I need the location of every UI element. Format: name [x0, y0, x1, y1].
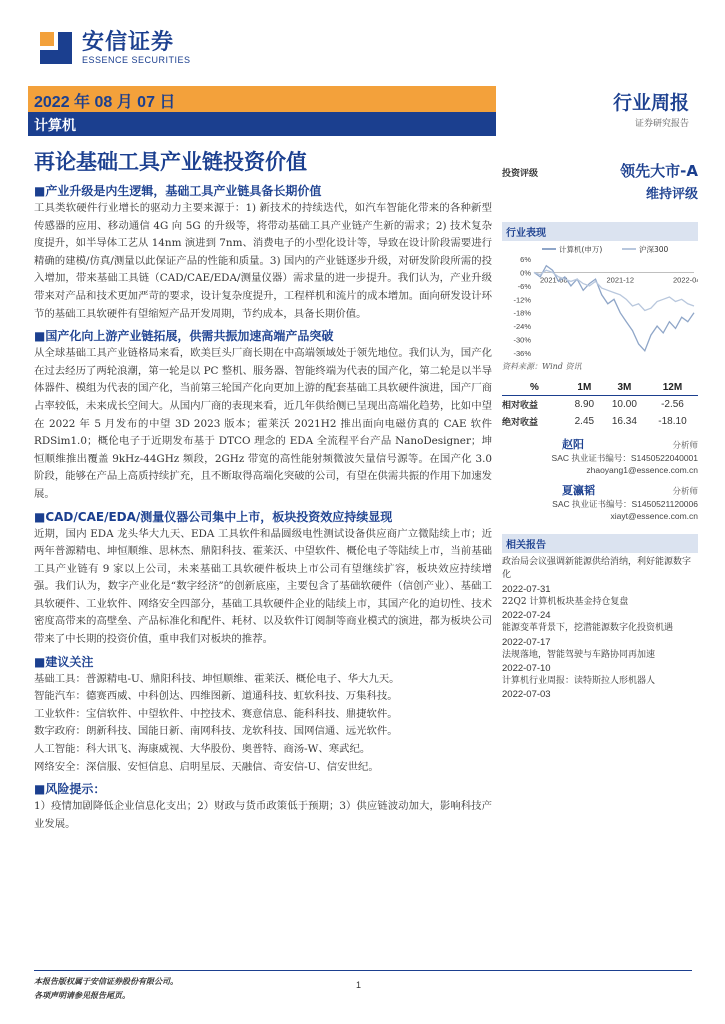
section-heading: ■国产化向上游产业链拓展，供需共振加速高端产品突破 — [34, 329, 334, 344]
y-tick-label: 6% — [520, 255, 531, 264]
y-tick-label: -18% — [513, 308, 531, 318]
perf-cell: -18.10 — [658, 416, 687, 427]
sector-bar — [28, 112, 496, 136]
perf-header: 12M — [647, 380, 698, 396]
page-number: 1 — [356, 980, 362, 990]
analyst-license: SAC 执业证书编号：S1450522040001 — [551, 453, 698, 463]
section-heading: ■CAD/CAE/EDA/测量仪器公司集中上市，板块投资效应持续显现 — [34, 509, 393, 524]
section-text: 从全球基础工具产业链格局来看，欧美巨头厂商长期在中高端领域处于领先地位。我们认为，国产化在过去经历了两轮浪潮，第一轮是以 PC 整机、服务器、智能终端为代表的国产化，第二轮是以半导体器件、模组为代表的国产化，当前第三轮国产化向更加上游的配套基础工具软硬件演进，国产厂商占率较低，未来成长空间大。从国内厂商的表现来看，近几年供给侧已呈现出高端化趋势，比如中望在 2022 年 5 月发布的中望 3D 2023 版本；霍莱沃 2021H2 推出面向电磁仿真的 CAE 软件 RDSim1.0；概伦电子于近期发布基于 DTCO 理念的 EDA 全流程平台产品 NanoDesigner；坤恒顺维推出覆盖 9kHz-44GHz 频段，2GHz 带宽的高性能射频微波矢量信号源等。在国产化 3.0 阶段，能够在产品上高质持续扩充，且不断取得高端化突破的公司，有望在供需共振的作用下加速发展。 — [34, 347, 492, 500]
logo-cn: 安信证券 — [82, 30, 175, 55]
section-heading: ■风险提示： — [34, 782, 106, 797]
rating-label: 投资评级 — [502, 169, 539, 179]
perf-cell: -2.56 — [661, 399, 684, 410]
section-heading: ■建议关注 — [34, 654, 94, 669]
analyst-email[interactable]: zhaoyang1@essence.com.cn — [586, 465, 698, 475]
section-text: 近期，国内 EDA 龙头华大九天、EDA 工具软件和晶圆级电性测试设备供应商广立微陆续上市；近两年普源精电、坤恒顺维、思林杰、鼎阳科技、霍莱沃、中望软件、概伦电子等陆续上市，当前基础工具产业链有 9 家以上公司，未来基础工具软硬件板块上市公司有望继续扩容，板块效应持续增强。我们认为，数字产业化是“数字经济”的创新底座，主要包含了基础软硬件（信创产业）、基础工具软硬件、工业软件、网络安全四部分，基础工具软硬件企业的陆续上市，其国产化的迫切性、技术密度高带来的高壁垒、产品标准化和配件、耗材、以及软件订阅制等商业模式的演进，都为板块公司带来了中长期的投资价值，重申我们对板块的推荐。 — [34, 527, 492, 646]
x-tick-label: 2021-12 — [606, 275, 635, 285]
section-text: 1）疫情加剧降低企业信息化支出；2）财政与货币政策低于预期；3）供应链波动加大，影响科技产业发展。 — [34, 800, 492, 830]
report-type: 行业周报 — [612, 92, 689, 114]
related-title: 相关报告 — [502, 534, 698, 553]
analyst-block — [502, 482, 698, 522]
table-row — [502, 413, 698, 430]
perf-chart-svg — [502, 241, 698, 359]
report-date: 2022 年 08 月 07 日 — [34, 94, 176, 111]
related-date: 2022-07-10 — [502, 663, 551, 675]
y-tick-label: -30% — [513, 335, 531, 345]
rating-action: 维持评级 — [645, 187, 698, 202]
related-date: 2022-07-03 — [502, 689, 551, 701]
related-item[interactable]: 能源变革背景下，挖潜能源数字化投资机遇 — [502, 623, 674, 634]
analyst-role: 分析师 — [672, 440, 698, 450]
legend-label: 计算机(申万) — [559, 245, 603, 254]
perf-cell: 10.00 — [611, 399, 637, 410]
related-item[interactable]: 计算机行业周报：读特斯拉人形机器人 — [502, 676, 656, 687]
perf-cell: 16.34 — [611, 416, 637, 427]
perf-table — [502, 380, 698, 430]
analyst-email[interactable]: xiayt@essence.com.cn — [610, 511, 698, 521]
recommend-line: 人工智能：科大讯飞、海康威视、大华股份、奥普特、商汤-W、寒武纪。 — [34, 743, 371, 756]
table-row — [502, 396, 698, 414]
analyst-role: 分析师 — [672, 486, 698, 496]
rating-value: 领先大市-A — [620, 162, 698, 180]
sidebar — [502, 158, 698, 701]
logo-en: ESSENCE SECURITIES — [82, 55, 191, 65]
perf-header: 3M — [602, 380, 647, 396]
perf-cell: 2.45 — [574, 416, 595, 427]
perf-title: 行业表现 — [502, 222, 698, 241]
related-item[interactable]: 政治局会议强调新能源供给消纳，利好能源数字化 — [502, 557, 692, 581]
related-item[interactable]: 法规落地，智能驾驶与车路协同再加速 — [502, 649, 656, 660]
perf-cell: 绝对收益 — [502, 418, 539, 428]
related-date: 2022-07-24 — [502, 610, 551, 622]
y-tick-label: -6% — [517, 281, 531, 291]
recommend-line: 数字政府：朗新科技、国能日新、南网科技、龙软科技、国网信通、远光软件。 — [34, 725, 398, 738]
perf-header: % — [502, 380, 567, 396]
report-type-sub: 证券研究报告 — [634, 119, 689, 129]
section-heading: ■产业升级是内生逻辑，基础工具产业链具备长期价值 — [34, 184, 322, 198]
y-tick-label: -12% — [513, 295, 531, 305]
page-title: 再论基础工具产业链投资价值 — [34, 150, 307, 174]
company-logo — [38, 30, 191, 66]
y-tick-label: 0% — [520, 268, 531, 278]
recommend-line: 工业软件：宝信软件、中望软件、中控技术、赛意信息、能科科技、鼎捷软件。 — [34, 707, 398, 720]
perf-cell: 相对收益 — [502, 401, 539, 411]
sector-label: 计算机 — [34, 118, 76, 134]
footer-disclaimer: 各项声明请参见报告尾页。 — [34, 990, 130, 1000]
footer-copyright: 本报告版权属于安信证券股份有限公司。 — [34, 976, 178, 986]
related-date: 2022-07-17 — [502, 636, 551, 648]
recommend-line: 智能汽车：德赛西威、中科创达、四维图新、道通科技、虹软科技、万集科技。 — [34, 690, 398, 703]
analyst-block — [502, 436, 698, 476]
recommend-line: 基础工具：普源精电-U、鼎阳科技、坤恒顺维、霍莱沃、概伦电子、华大九天。 — [34, 672, 400, 685]
related-date: 2022-07-31 — [502, 583, 551, 595]
analyst-name: 夏瀛韬 — [562, 484, 595, 497]
chart-source: 资料来源：Wind 资讯 — [502, 362, 582, 371]
analyst-name: 赵阳 — [562, 438, 584, 451]
logo-mark-icon — [38, 30, 74, 66]
related-item[interactable]: 22Q2 计算机板块基金持仓复盘 — [502, 596, 629, 607]
footer-divider — [34, 970, 692, 971]
main-content — [34, 178, 492, 833]
recommend-line: 网络安全：深信服、安恒信息、启明星辰、天融信、奇安信-U、信安世纪。 — [34, 760, 379, 773]
y-tick-label: -24% — [513, 322, 531, 332]
x-tick-label: 2022-04 — [673, 275, 698, 285]
legend-label: 沪深300 — [639, 245, 669, 254]
analyst-license: SAC 执业证书编号：S1450521120006 — [552, 499, 698, 509]
related-list — [502, 556, 698, 701]
perf-cell: 8.90 — [574, 399, 595, 410]
perf-chart — [502, 241, 698, 359]
y-tick-label: -36% — [513, 349, 531, 358]
perf-header: 1M — [567, 380, 602, 396]
section-text: 工具类软硬件行业增长的驱动力主要来源于：1) 新技术的持续迭代，如汽车智能化带来的各种新型传感器的应用、移动通信 4G 向 5G 的升级等，将带动基础工具产业链产生新的需求；2) 技术复杂度提升，如半导体工艺从 14nm 演进到 7nm、消费电子的小型化设计等，导致在设计阶段需要进行精确的建模/仿真/测量以此保证产品的性能和质量。3) 国内的产业链逐步升级，对研发阶段所需的投入增加，带来基础工具链（CAD/CAE/EDA/测量仪器）需求量的进一步提升。我们认为，产业升级带来对产品和技术更加严苛的要求，设计复杂度提升，工程样机和流片的成本增加。面向研发设计环节的基础工具软硬件有望缩短产品开发周期，节约成本，具备长期价值。 — [34, 202, 492, 320]
x-tick-label: 2021-08 — [540, 275, 568, 285]
